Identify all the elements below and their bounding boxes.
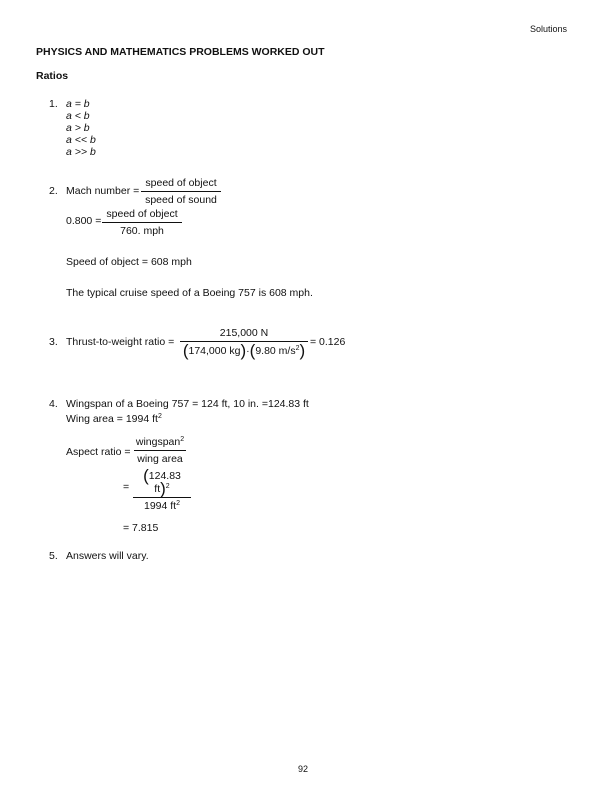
section-heading: Ratios bbox=[36, 70, 69, 82]
denominator: wing area bbox=[137, 453, 183, 465]
fraction-bar bbox=[141, 191, 221, 192]
wing-area-text: Wing area = 1994 ft bbox=[66, 413, 158, 425]
denominator bbox=[133, 500, 191, 512]
wing-area-line bbox=[66, 413, 162, 425]
exponent: 2 bbox=[157, 413, 162, 420]
problem-number: 2. bbox=[49, 185, 58, 197]
multiply-dot: · bbox=[246, 345, 250, 357]
wingspan-value: 124.83 ft bbox=[148, 470, 181, 495]
fraction-bar bbox=[134, 450, 186, 451]
paren-open: ( bbox=[143, 466, 149, 485]
relation-line: a << b bbox=[66, 134, 96, 146]
equation-lhs: 0.800 = bbox=[66, 215, 102, 227]
exponent: 2 bbox=[176, 500, 181, 507]
mass-value: 174,000 kg bbox=[188, 345, 241, 357]
exponent: 2 bbox=[180, 436, 185, 443]
problem-number: 4. bbox=[49, 398, 58, 410]
equation-lhs: Aspect ratio = bbox=[66, 446, 131, 458]
problem-number: 5. bbox=[49, 550, 58, 562]
fraction-speed bbox=[102, 208, 182, 237]
exponent: 2 bbox=[295, 345, 300, 352]
wingspan-line: Wingspan of a Boeing 757 = 124 ft, 10 in. =124.83 ft bbox=[66, 398, 309, 410]
gravity-value: 9.80 m/s bbox=[255, 345, 296, 357]
relation-line: a < b bbox=[66, 110, 90, 122]
relation-line: a = b bbox=[66, 98, 90, 110]
numerator bbox=[133, 466, 191, 498]
denominator: speed of sound bbox=[145, 194, 217, 206]
equation-lhs: Mach number = bbox=[66, 185, 140, 197]
problem-number: 1. bbox=[49, 98, 58, 110]
fraction-aspect bbox=[134, 436, 186, 465]
final-result: = 7.815 bbox=[123, 522, 159, 534]
relation-line: a >> b bbox=[66, 146, 96, 158]
wingspan-text: wingspan bbox=[135, 436, 181, 448]
paren-close: ) bbox=[240, 341, 247, 360]
fraction-mach bbox=[141, 177, 221, 206]
paren-close: ) bbox=[299, 341, 306, 360]
page-number: 92 bbox=[298, 764, 309, 774]
numerator: 215,000 N bbox=[219, 327, 269, 339]
fraction-thrust bbox=[180, 327, 308, 360]
numerator bbox=[134, 436, 186, 448]
numerator: speed of object bbox=[106, 208, 178, 220]
running-header: Solutions bbox=[529, 24, 567, 34]
paren-close: ) bbox=[160, 479, 166, 498]
equation-result: = 0.126 bbox=[310, 336, 346, 348]
numerator: speed of object bbox=[145, 177, 217, 189]
fraction-bar bbox=[102, 222, 182, 223]
equation-lhs: Thrust-to-weight ratio = bbox=[66, 336, 175, 348]
fraction-substituted bbox=[133, 466, 191, 512]
problem-number: 3. bbox=[49, 336, 58, 348]
denominator bbox=[180, 341, 308, 360]
paren-open: ( bbox=[249, 341, 256, 360]
answer-text: Answers will vary. bbox=[66, 550, 149, 562]
conclusion-line: The typical cruise speed of a Boeing 757 is 608 mph. bbox=[66, 287, 313, 299]
relation-line: a > b bbox=[66, 122, 90, 134]
area-value: 1994 ft bbox=[143, 500, 177, 512]
equals-sign: = bbox=[123, 481, 130, 493]
page-title: PHYSICS AND MATHEMATICS PROBLEMS WORKED OUT bbox=[36, 46, 325, 58]
exponent: 2 bbox=[165, 483, 170, 490]
denominator: 760. mph bbox=[120, 225, 164, 237]
result-line: Speed of object = 608 mph bbox=[66, 256, 192, 268]
paren-open: ( bbox=[182, 341, 189, 360]
